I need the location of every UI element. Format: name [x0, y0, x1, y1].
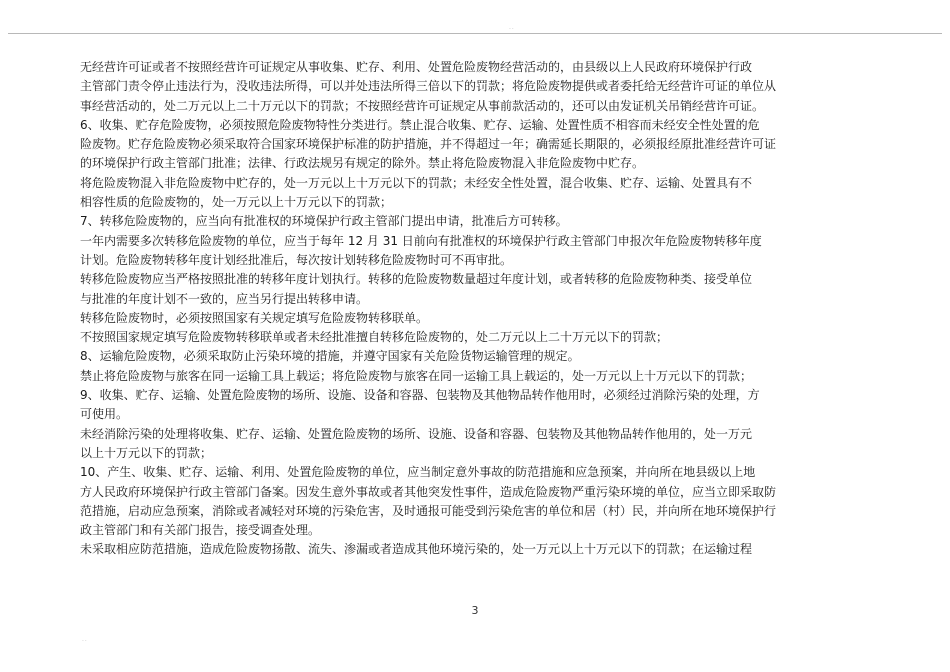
text-line: 10、产生、收集、贮存、运输、利用、处置危险废物的单位，应当制定意外事故的防范措施和应急预案，并向所在地县级以上地 — [80, 465, 756, 480]
text-line: 相容性质的危险废物的，处一万元以上十万元以下的罚款； — [80, 195, 393, 210]
text-line: 6、收集、贮存危险废物，必须按照危险废物特性分类进行。禁止混合收集、贮存、运输、处置性质不相容而未经安全性处置的危 — [80, 117, 760, 132]
text-line: 与批准的年度计划不一致的，应当另行提出转移申请。 — [80, 291, 369, 306]
text-line: 8、运输危险废物，必须采取防止污染环境的措施，并遵守国家有关危险货物运输管理的规定。 — [80, 349, 580, 364]
text-line: 可使用。 — [80, 407, 129, 422]
text-line: 转移危险废物时，必须按照国家有关规定填写危险废物转移联单。 — [80, 310, 429, 325]
footer-marker: .. — [82, 636, 88, 643]
text-line: 计划。危险废物转移年度计划经批准后，每次按计划转移危险废物时可不再审批。 — [80, 252, 513, 267]
text-line: 未经消除污染的处理将收集、贮存、运输、处置危险废物的场所、设施、设备和容器、包装物及其他物品转作他用的，处一万元 — [80, 426, 753, 441]
text-line: 未采取相应防范措施，造成危险废物扬散、流失、渗漏或者造成其他环境污染的，处一万元以上十万元以下的罚款；在运输过程 — [80, 542, 753, 557]
text-line: 无经营许可证或者不按照经营许可证规定从事收集、贮存、利用、处置危险废物经营活动的，由县级以上人民政府环境保护行政 — [80, 60, 753, 74]
text-line: 不按照国家规定填写危险废物转移联单或者未经批准擅自转移危险废物的，处二万元以上二十万元以下的罚款； — [80, 330, 669, 345]
text-line: 险废物。贮存危险废物必须采取符合国家环境保护标准的防护措施，并不得超过一年；确需延长期限的，必须报经原批准经营许可证 — [80, 137, 777, 152]
text-line: 主管部门责令停止违法行为，没收违法所得，可以并处违法所得三倍以下的罚款；将危险废物提供或者委托给无经营许可证的单位从 — [80, 79, 777, 94]
text-line: 以上十万元以下的罚款； — [80, 445, 213, 460]
document-body — [80, 58, 870, 560]
text-line: 事经营活动的，处二万元以上二十万元以下的罚款；不按照经营许可证规定从事前款活动的，还可以由发证机关吊销经营许可证。 — [80, 98, 765, 113]
page-number: 3 — [471, 604, 479, 617]
text-line: 政主管部门和有关部门报告，接受调查处理。 — [80, 523, 321, 538]
text-line: 禁止将危险废物与旅客在同一运输工具上载运；将危险废物与旅客在同一运输工具上载运的，处一万元以上十万元以下的罚款； — [80, 368, 753, 383]
text-line: 的环境保护行政主管部门批准；法律、行政法规另有规定的除外。禁止将危险废物混入非危险废物中贮存。 — [80, 156, 645, 171]
text-line: 转移危险废物应当严格按照批准的转移年度计划执行。转移的危险废物数量超过年度计划，或者转移的危险废物种类、接受单位 — [80, 272, 753, 287]
text-line: 一年内需要多次转移危险废物的单位，应当于每年 12 月 31 日前向有批准权的环境保护行政主管部门申报次年危险废物转移年度 — [80, 233, 762, 248]
text-line: 7、转移危险废物的，应当向有批准权的环境保护行政主管部门提出申请，批准后方可转移。 — [80, 214, 568, 229]
header-marker: .. — [509, 24, 515, 31]
text-line: 范措施，启动应急预案，消除或者减轻对环境的污染危害，及时通报可能受到污染危害的单位和居（村）民，并向所在地环境保护行 — [80, 503, 777, 518]
header-rule — [8, 33, 942, 34]
text-line: 9、收集、贮存、运输、处置危险废物的场所、设施、设备和容器、包装物及其他物品转作他用时，必须经过消除污染的处理，方 — [80, 388, 760, 403]
text-line: 将危险废物混入非危险废物中贮存的，处一万元以上十万元以下的罚款；未经安全性处置，混合收集、贮存、运输、处置具有不 — [80, 175, 753, 190]
text-line: 方人民政府环境保护行政主管部门备案。因发生意外事故或者其他突发性事件，造成危险废物严重污染环境的单位，应当立即采取防 — [80, 484, 777, 499]
